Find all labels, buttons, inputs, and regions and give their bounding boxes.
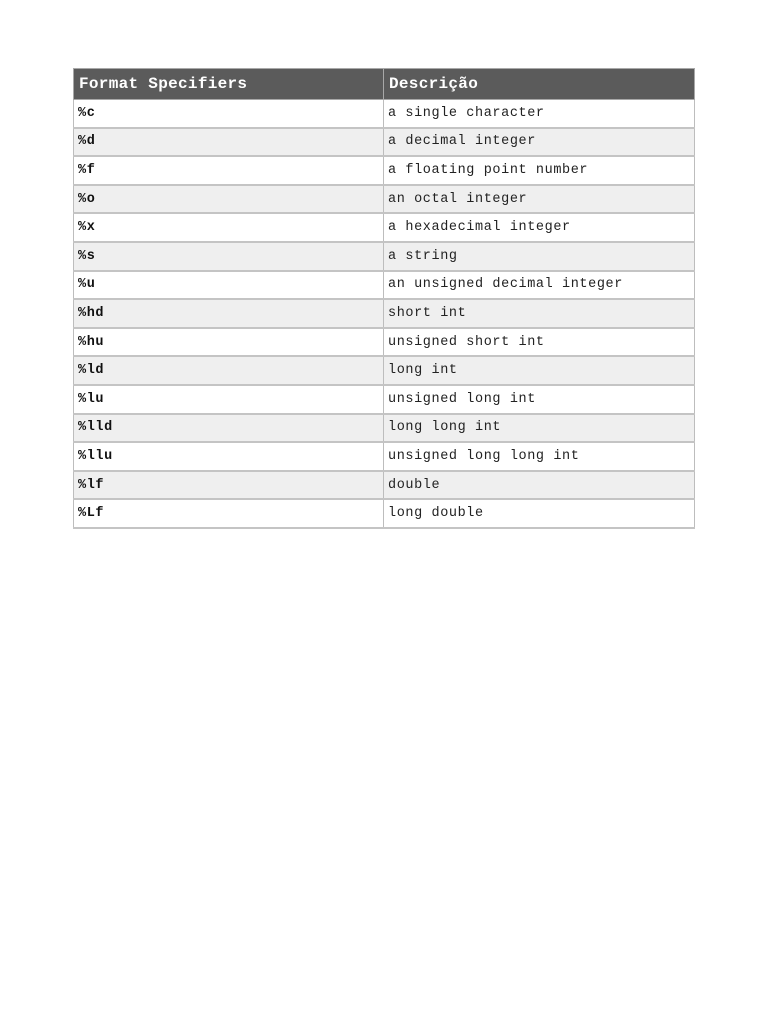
- description-cell: a decimal integer: [384, 128, 695, 157]
- table-row: [74, 100, 695, 128]
- table-header-row: [74, 69, 695, 100]
- table-row: [74, 185, 695, 214]
- table-row: [74, 471, 695, 500]
- table-row: [74, 271, 695, 300]
- specifier-cell: %c: [74, 100, 384, 128]
- specifier-cell: %lld: [74, 414, 384, 443]
- specifier-cell: %s: [74, 242, 384, 271]
- table-row: [74, 213, 695, 242]
- column-header-format-specifiers: Format Specifiers: [74, 69, 384, 100]
- table-row: [74, 299, 695, 328]
- description-cell: an octal integer: [384, 185, 695, 214]
- description-cell: a single character: [384, 100, 695, 128]
- description-cell: a hexadecimal integer: [384, 213, 695, 242]
- specifier-cell: %x: [74, 213, 384, 242]
- table-row: [74, 442, 695, 471]
- description-cell: long int: [384, 356, 695, 385]
- specifier-cell: %hd: [74, 299, 384, 328]
- specifier-cell: %u: [74, 271, 384, 300]
- specifier-cell: %lu: [74, 385, 384, 414]
- table-row: [74, 156, 695, 185]
- description-cell: unsigned short int: [384, 328, 695, 357]
- description-cell: unsigned long long int: [384, 442, 695, 471]
- specifier-cell: %lf: [74, 471, 384, 500]
- table-row: [74, 128, 695, 157]
- table-row: [74, 499, 695, 528]
- description-cell: a string: [384, 242, 695, 271]
- table-row: [74, 242, 695, 271]
- table-row: [74, 328, 695, 357]
- specifier-cell: %d: [74, 128, 384, 157]
- description-cell: double: [384, 471, 695, 500]
- description-cell: short int: [384, 299, 695, 328]
- specifier-cell: %hu: [74, 328, 384, 357]
- description-cell: unsigned long int: [384, 385, 695, 414]
- specifier-cell: %llu: [74, 442, 384, 471]
- column-header-description: Descrição: [384, 69, 695, 100]
- format-specifiers-table: [73, 68, 695, 529]
- table-row: [74, 356, 695, 385]
- description-cell: a floating point number: [384, 156, 695, 185]
- description-cell: long double: [384, 499, 695, 528]
- specifier-cell: %o: [74, 185, 384, 214]
- description-cell: long long int: [384, 414, 695, 443]
- table-row: [74, 385, 695, 414]
- specifier-cell: %Lf: [74, 499, 384, 528]
- specifier-cell: %ld: [74, 356, 384, 385]
- description-cell: an unsigned decimal integer: [384, 271, 695, 300]
- table-row: [74, 414, 695, 443]
- specifier-cell: %f: [74, 156, 384, 185]
